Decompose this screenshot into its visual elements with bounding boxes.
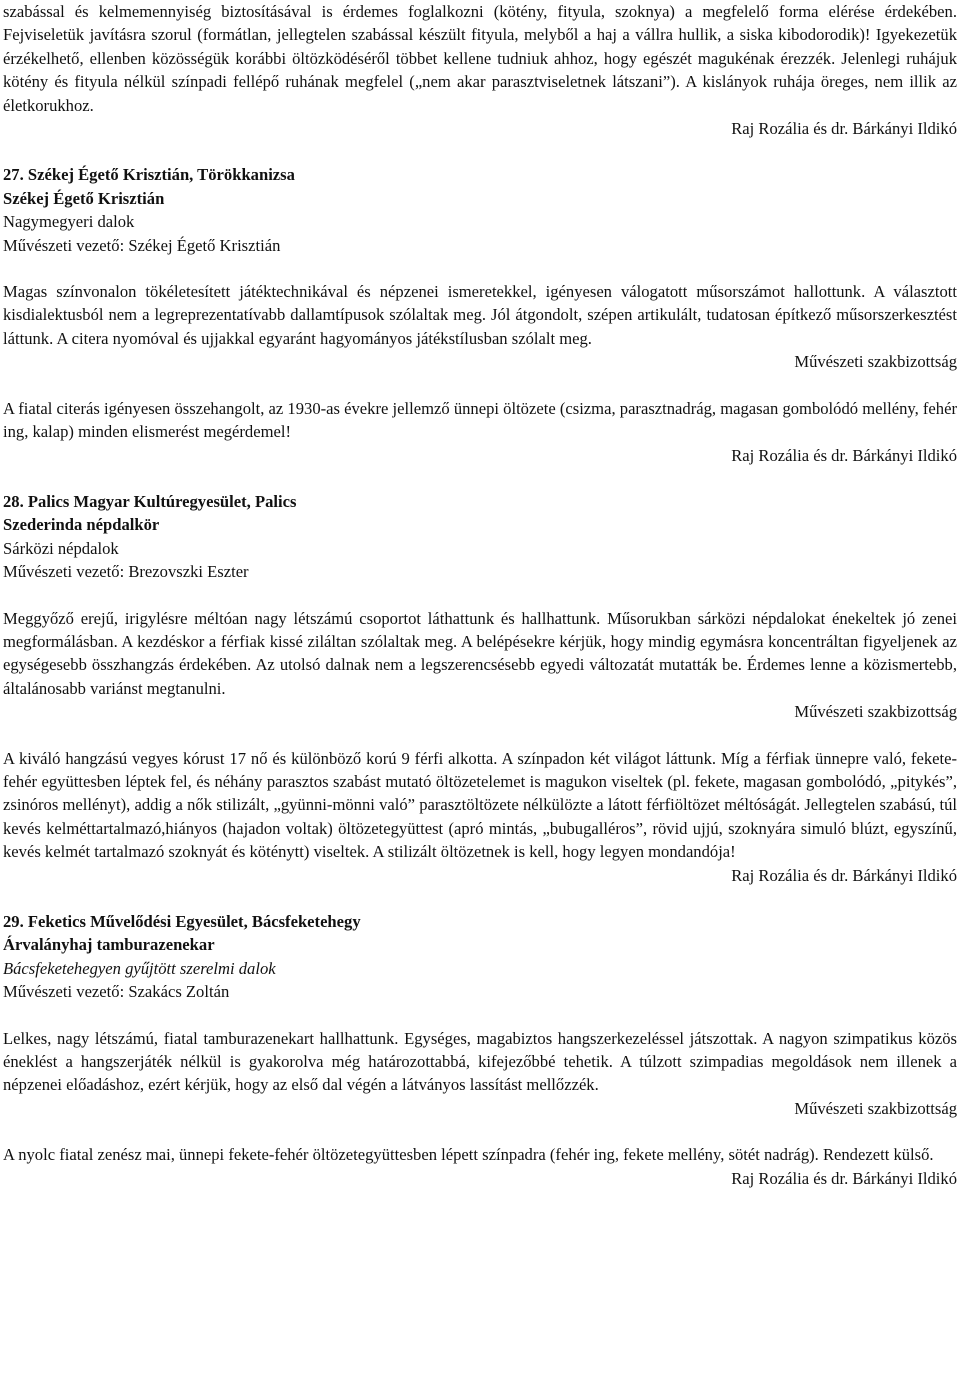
- entry-28-review-2-signature: Raj Rozália és dr. Bárkányi Ildikó: [731, 865, 957, 885]
- entry-28-review-2-text: A kiváló hangzású vegyes kórust 17 nő és különböző korú 9 férfi alkotta. A színpadon két világot láttunk. Míg a férfiak ünnepre való, fekete-fehér együttesben léptek fel, és néhány parasztos szabást mutató öltözetelemet is magukon viseltek (pl. fekete, magasan gombolódó, „pitykés”, zsinóros mellényt), addig a nők stilizált, „gyünni-mönni való” parasztöltözete nélkülözte a látott férfiöltözet méltóságát. Jellegtelen szabású, túl kevés kelméttartalmazó,hiányos (hajadon voltak) öltözetegyüttest (apró mintás, „bubugalléros”, rövid ujjú, szoknyára simuló blúzt, egyszínű, kevés kelmét tartalmazó szoknyát és köténytt) viseltek. A stilizált öltözetnek is kell, hogy legyen mondandója!: [3, 748, 957, 862]
- entry-29-group: Árvalányhaj tamburazenekar: [3, 935, 215, 955]
- entry-28-leader: Művészeti vezető: Brezovszki Eszter: [3, 562, 249, 582]
- entry-27-program: Nagymegyeri dalok: [3, 212, 135, 232]
- entry-27-review-1-text: Magas színvonalon tökéletesített játéktechnikával és népzenei ismeretekkel, igényesen válogatott műsorszámot hallottunk. A választott kisdialektusból nem a legreprezentatívabb dallamtípusok szólaltak meg. Jól átgondolt, szépen artikulált, tudatosan építkező műsorszerkesztést láttunk. A citera nyomóval és ujjakkal egyaránt hagyományos játékstílusban szólalt meg.: [3, 282, 957, 348]
- spacer: [3, 887, 957, 910]
- spacer: [3, 724, 957, 747]
- entry-29-review-1-signature: Művészeti szakbizottság: [794, 1098, 957, 1118]
- entry-27-leader: Művészeti vezető: Székej Égető Krisztián: [3, 235, 281, 255]
- spacer: [3, 467, 957, 490]
- entry-29-review-2-signature: Raj Rozália és dr. Bárkányi Ildikó: [731, 1168, 957, 1188]
- spacer: [3, 257, 957, 280]
- spacer: [3, 374, 957, 397]
- entry-28-title: 28. Palics Magyar Kultúregyesület, Palics: [3, 491, 297, 511]
- entry-29-review-2-text: A nyolc fiatal zenész mai, ünnepi fekete-fehér öltözetegyüttesben lépett színpadra (fehér ing, fekete mellény, sötét nadrág). Rendezett külső.: [3, 1145, 934, 1165]
- entry-28-review-1-text: Meggyőző erejű, irigylésre méltóan nagy létszámú csoportot láthattunk és hallhattunk. Műsorukban sárközi népdalokat énekeltek jó zenei megformálásban. A kezdéskor a férfiak kissé ziláltan szólaltak meg. A belépésekre kérjük, hogy mindig egymásra koncentráltan figyeljenek az egységesebb összhangzás érdekében. Az utolsó dalnak nem a legszerencsésebb egyedi változatát mutatták be. Érdemes lenne a közismertebb, általánosabb variánst megtanulni.: [3, 608, 957, 698]
- spacer: [3, 1120, 957, 1143]
- entry-29-title: 29. Feketics Művelődési Egyesület, Bácsfeketehegy: [3, 912, 361, 931]
- spacer: [3, 1004, 957, 1027]
- entry-29-leader: Művészeti vezető: Szakács Zoltán: [3, 982, 230, 1002]
- entry-29-review-1-text: Lelkes, nagy létszámú, fiatal tamburazenekart hallhattunk. Egységes, magabiztos hangszerkezeléssel játszottak. A nagyon szimpatikus közös éneklést a hangszerjáték nélkül is gyakorolva még határozottabbá, kifejezőbbé tehetik. A túlzott szimpadias megoldások nem illenek a népzenei előadáshoz, ezért kérjük, hogy az első dal végén a látványos lassítást mellőzzék.: [3, 1028, 957, 1095]
- entry-27-review-2-text: A fiatal citerás igényesen összehangolt, az 1930-as évekre jellemző ünnepi öltözete (csizma, parasztnadrág, magasan gombolódó mellény, fehér ing, kalap) minden elismerést megérdemel!: [3, 398, 957, 442]
- entry-28-review-1-signature: Művészeti szakbizottság: [794, 702, 957, 722]
- entry-28-program: Sárközi népdalok: [3, 538, 119, 558]
- spacer: [3, 584, 957, 607]
- entry-29-program: Bácsfeketehegyen gyűjtött szerelmi dalok: [3, 958, 276, 978]
- entry-27-review-1-signature: Művészeti szakbizottság: [794, 352, 957, 372]
- intro-signature: Raj Rozália és dr. Bárkányi Ildikó: [731, 119, 957, 139]
- entry-28-group: Szederinda népdalkör: [3, 515, 160, 535]
- entry-27-group: Székej Égető Krisztián: [3, 188, 165, 208]
- entry-27-title: 27. Székej Égető Krisztián, Törökkanizsa: [3, 165, 295, 185]
- spacer: [3, 140, 957, 163]
- entry-27-review-2-signature: Raj Rozália és dr. Bárkányi Ildikó: [731, 445, 957, 465]
- intro-paragraph: szabással és kelmemennyiség biztosításával is érdemes foglalkozni (kötény, fityula, szoknya) a megfelelő forma elérése érdekében. Fejviseletük javításra szorul (formátlan, jellegtelen szabással készült fityula, melyből a haj a vállra hullik, a siska kibodorodik)! Igyekezetük érzékelhető, ellenben közösségük korábbi öltözködéséről többet kellene tudniuk ahhoz, hogy egészét magukénak érezzék. Jelenlegi ruhájuk kötény és fityula nélkül színpadi fellépő ruhának megfelel („nem akar parasztviseletnek látszani”). A kislányok ruhája öreges, nem illik az életkorukhoz.: [3, 2, 957, 115]
